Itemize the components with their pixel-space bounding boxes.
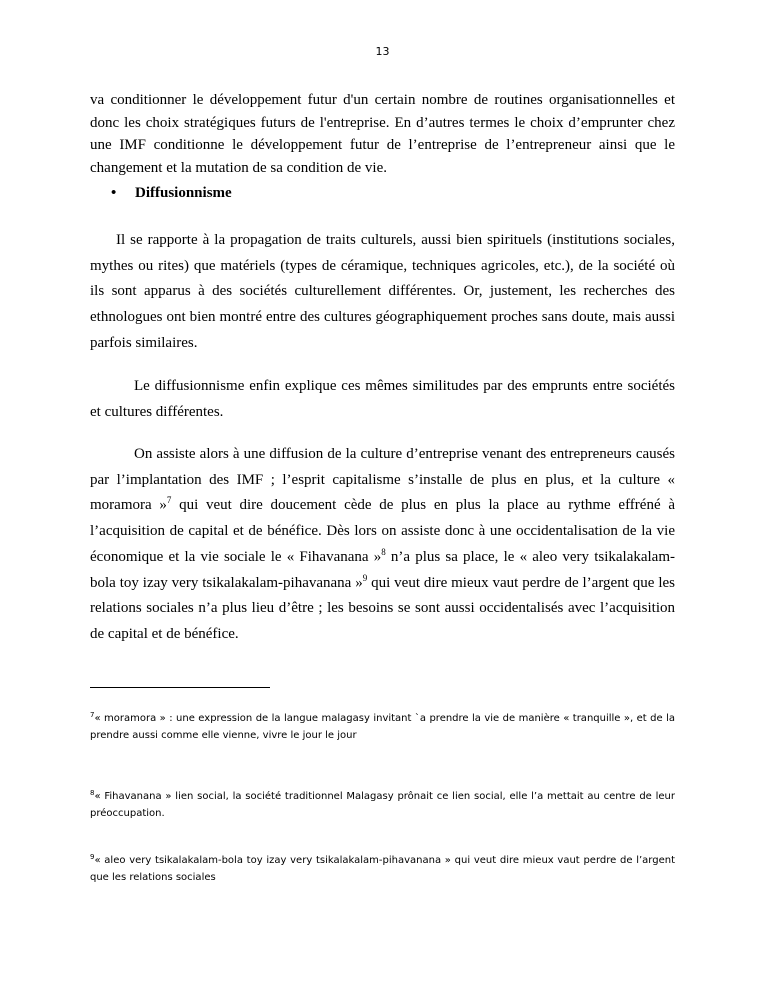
footnote-separator [90, 687, 270, 688]
paragraph-2: Il se rapporte à la propagation de traits culturels, aussi bien spirituels (institutions sociales, mythes ou rites) que matériels (types de céramique, techniques agricoles, etc.), de la société où ils sont apparus à des sociétés culturellement différentes. Or, justement, les recherches des ethnologues ont bien montré entre des cultures géographiquement proches sans doute, mais aussi parfois similaires. [90, 232, 675, 351]
paragraph-3: Le diffusionnisme enfin explique ces mêmes similitudes par des emprunts entre sociétés et cultures différentes. [90, 378, 675, 420]
footnote-ref-9[interactable]: 9 [362, 572, 368, 583]
footnote-text: « aleo very tsikalakalam-bola toy izay very tsikalakalam-pihavanana » qui veut dire mieux vaut perdre de l’argent que les relations sociales [90, 855, 675, 883]
bullet-heading-text: Diffusionnisme [135, 185, 232, 201]
bullet-heading [111, 185, 232, 202]
footnote-ref-7[interactable]: 7 [166, 495, 172, 506]
footnote-text: « Fihavanana » lien social, la société traditionnel Malagasy prônait ce lien social, elle l’a mettait au centre de leur préoccupation. [90, 791, 675, 819]
footnote-9 [90, 852, 675, 886]
footnote-8 [90, 788, 675, 822]
footnote-number: 9 [90, 853, 95, 861]
paragraph-4-text: n’a plus sa place, le « aleo very tsikalakalam-bola toy izay very tsikalakalam-pihavanana » [90, 548, 675, 591]
footnote-number: 8 [90, 789, 95, 797]
page-number: 13 [375, 45, 390, 58]
footnote-text: « moramora » : une expression de la langue malagasy invitant `a prendre la vie de manière « tranquille », et de la prendre aussi comme elle vienne, vivre le jour le jour [90, 713, 675, 741]
paragraph-4-text: qui veut dire doucement cède de plus en plus la place au rythme effréné à l’acquisition de capital et de bénéfice. Dès lors on assiste donc à une occidentalisation de la vie économique et la vie sociale le « Fihavanana » [90, 497, 675, 565]
footnote-ref-8[interactable]: 8 [381, 546, 386, 557]
paragraph-4-text: qui veut dire mieux vaut perdre de l’argent que les relations sociales n’a plus lieu d’être ; les besoins se sont aussi occidentalisés avec l’acquisition de capital et de bénéfice. [90, 574, 675, 642]
paragraph-4 [90, 442, 675, 648]
paragraph-1: va conditionner le développement futur d'un certain nombre de routines organisationnelles et donc les choix stratégiques futurs de l'entreprise. En d’autres termes le choix d’emprunter chez une IMF conditionne le développement futur de l’entreprise de l’entrepreneur ainsi que le changement et la mutation de sa condition de vie. [90, 92, 675, 176]
footnote-7 [90, 710, 675, 744]
paragraph-4-text: On assiste alors à une diffusion de la culture d’entreprise venant des entrepreneurs causés par l’implantation des IMF ; l’esprit capitalisme s’installe de plus en plus, et la culture « moramora » [90, 446, 675, 514]
bullet-dot-icon: • [111, 185, 117, 201]
footnote-number: 7 [90, 711, 95, 719]
